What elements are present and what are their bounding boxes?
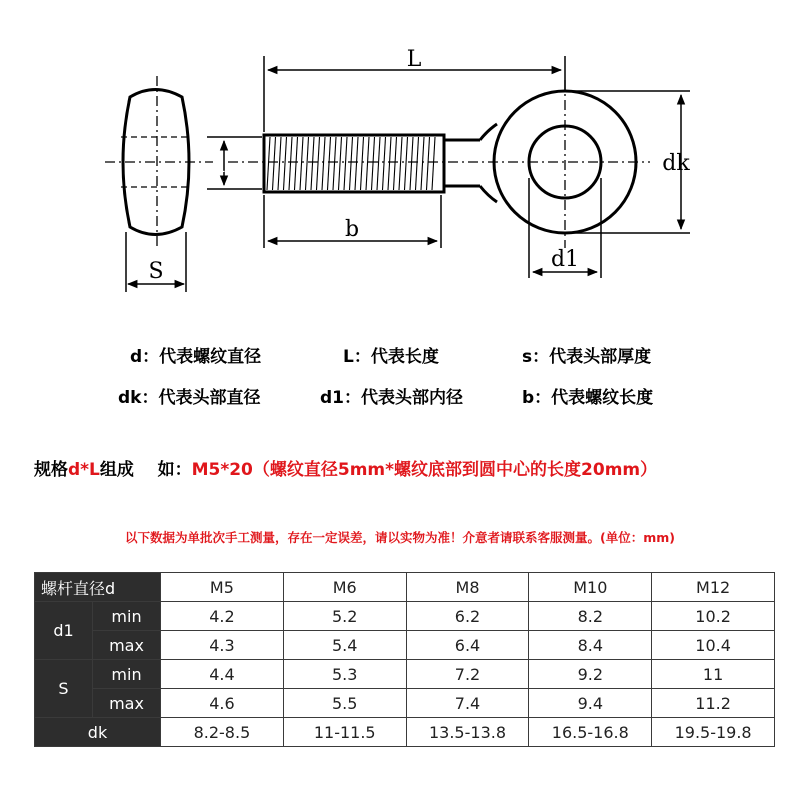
table-cell: 4.3: [161, 631, 284, 660]
table-row: [35, 631, 775, 660]
table-cell: 6.4: [406, 631, 529, 660]
table-cell: 7.4: [406, 689, 529, 718]
row-label-max: max: [93, 689, 161, 718]
label-d1: d1: [550, 247, 580, 272]
table-cell: 5.3: [283, 660, 406, 689]
row-label-min: min: [93, 660, 161, 689]
table-cell: 11: [652, 660, 775, 689]
table-cell: 9.4: [529, 689, 652, 718]
legend-s: s：代表头部厚度: [522, 347, 652, 367]
table-cell: 8.2-8.5: [161, 718, 284, 747]
legend-dk: dk：代表头部直径: [118, 388, 261, 408]
size-m8: M8: [406, 573, 529, 602]
table-cell: 8.2: [529, 602, 652, 631]
table-row: [35, 602, 775, 631]
table-cell: 4.6: [161, 689, 284, 718]
table-cell: 10.4: [652, 631, 775, 660]
threaded-shank: [264, 135, 480, 192]
table-cell: 11.2: [652, 689, 775, 718]
label-l: L: [406, 47, 422, 72]
label-dk: dk: [662, 151, 690, 176]
table-row: [35, 689, 775, 718]
table-cell: 5.5: [283, 689, 406, 718]
table-cell: 8.4: [529, 631, 652, 660]
measurement-notice: 以下数据为单批次手工测量，存在一定误差，请以实物为准！介意者请联系客服测量。(单位：mm): [125, 530, 675, 545]
legend-b: b：代表螺纹长度: [522, 388, 654, 408]
legend-l: L：代表长度: [343, 347, 439, 367]
label-s: S: [148, 259, 164, 284]
row-label-dk: dk: [35, 718, 161, 747]
spec-example: M5*20（螺纹直径5mm*螺纹底部到圆中心的长度20mm）: [191, 460, 658, 480]
table-cell: 6.2: [406, 602, 529, 631]
spec-formula: d*L: [68, 460, 100, 480]
table-cell: 10.2: [652, 602, 775, 631]
table-cell: 5.2: [283, 602, 406, 631]
spec-line: [34, 455, 657, 480]
row-label-max: max: [93, 631, 161, 660]
table-cell: 4.2: [161, 602, 284, 631]
table-row: [35, 718, 775, 747]
size-m12: M12: [652, 573, 775, 602]
size-m5: M5: [161, 573, 284, 602]
table-cell: 9.2: [529, 660, 652, 689]
group-label-d1: d1: [35, 602, 93, 660]
table-cell: 5.4: [283, 631, 406, 660]
label-b: b: [344, 217, 360, 242]
row-label-min: min: [93, 602, 161, 631]
legend-d: d：代表螺纹直径: [130, 347, 262, 367]
spec-suffix: 组成 如：: [99, 460, 192, 480]
table-cell: 13.5-13.8: [406, 718, 529, 747]
table-cell: 11-11.5: [283, 718, 406, 747]
group-label-s: S: [35, 660, 93, 718]
table-cell: 7.2: [406, 660, 529, 689]
eye-bolt-drawing: [0, 0, 800, 320]
legend-d1: d1：代表头部内径: [320, 388, 463, 408]
table-cell: 4.4: [161, 660, 284, 689]
spec-table: [34, 572, 775, 747]
spec-prefix: 规格: [34, 460, 68, 480]
header-label: 螺杆直径d: [35, 573, 161, 602]
table-cell: 16.5-16.8: [529, 718, 652, 747]
table-header-row: [35, 573, 775, 602]
table-cell: 19.5-19.8: [652, 718, 775, 747]
size-m10: M10: [529, 573, 652, 602]
label-d: d: [210, 153, 226, 178]
size-m6: M6: [283, 573, 406, 602]
table-row: [35, 660, 775, 689]
